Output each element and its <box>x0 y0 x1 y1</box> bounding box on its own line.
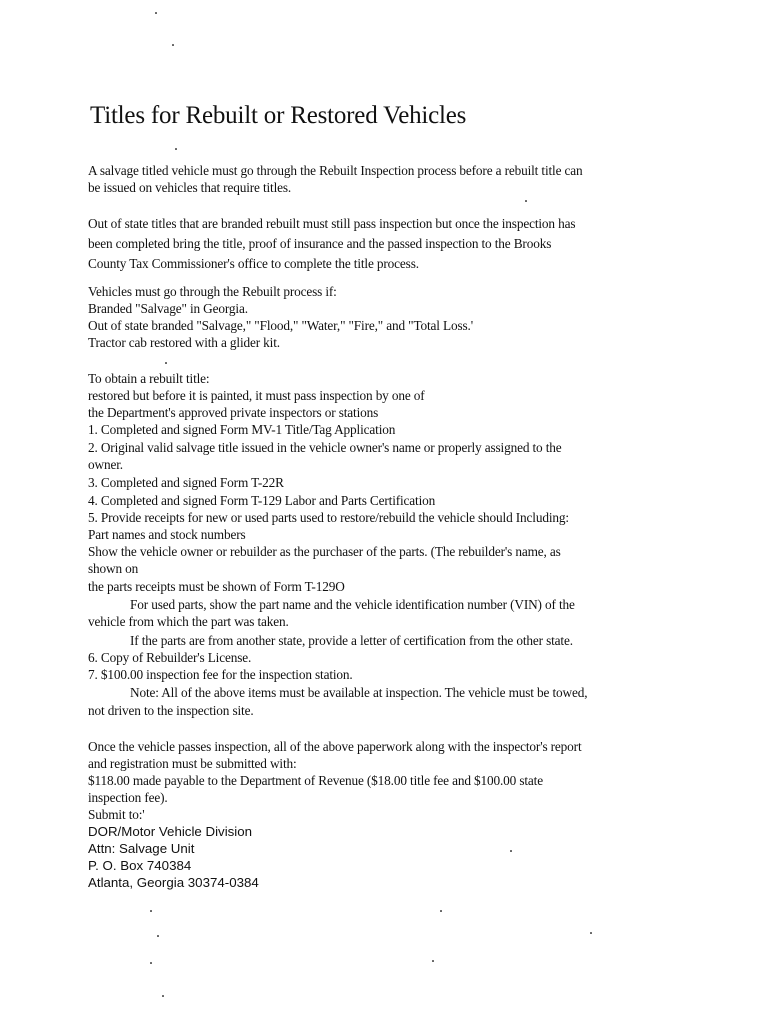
document-title: Titles for Rebuilt or Restored Vehicles <box>90 102 467 129</box>
obtain-line: Show the vehicle owner or rebuilder as the purchaser of the parts. (The rebuilder's name, as <box>88 544 561 559</box>
rebuilt-process-line: Tractor cab restored with a glider kit. <box>88 335 280 350</box>
scan-speck <box>525 200 527 202</box>
address-line: Atlanta, Georgia 30374-0384 <box>88 875 259 890</box>
obtain-line: 2. Original valid salvage title issued in the vehicle owner's name or properly assigned to the <box>88 440 562 455</box>
submission-line: inspection fee). <box>88 790 168 805</box>
out-of-state-line: been completed bring the title, proof of insurance and the passed inspection to the Brooks <box>88 236 552 251</box>
submission-line: Once the vehicle passes inspection, all of the above paperwork along with the inspector's report <box>88 739 582 754</box>
submission-line: and registration must be submitted with: <box>88 756 297 771</box>
scan-speck <box>150 962 152 964</box>
out-of-state-line: Out of state titles that are branded rebuilt must still pass inspection but once the inspection has <box>88 216 576 231</box>
address-line: Attn: Salvage Unit <box>88 841 195 856</box>
obtain-line: the parts receipts must be shown of Form T-129O <box>88 579 345 594</box>
scan-speck <box>175 148 177 150</box>
obtain-line: 7. $100.00 inspection fee for the inspection station. <box>88 667 353 682</box>
scan-speck <box>155 12 157 14</box>
obtain-line: 3. Completed and signed Form T-22R <box>88 475 284 490</box>
address-line: DOR/Motor Vehicle Division <box>88 824 253 839</box>
submission-line: $118.00 made payable to the Department of Revenue ($18.00 title fee and $100.00 state <box>88 773 543 788</box>
rebuilt-process-line: Vehicles must go through the Rebuilt process if: <box>88 284 337 299</box>
scan-speck <box>172 44 174 46</box>
obtain-line: the Department's approved private inspectors or stations <box>88 405 379 420</box>
obtain-line: owner. <box>88 457 123 472</box>
scan-speck <box>432 960 434 962</box>
obtain-line: Part names and stock numbers <box>88 527 246 542</box>
obtain-line: 6. Copy of Rebuilder's License. <box>88 650 252 665</box>
rebuilt-process-line: Out of state branded "Salvage," "Flood," "Water," "Fire," and "Total Loss.' <box>88 318 473 333</box>
obtain-line: 1. Completed and signed Form MV-1 Title/Tag Application <box>88 422 396 437</box>
submission-line: Submit to:' <box>88 807 145 822</box>
obtain-line: 4. Completed and signed Form T-129 Labor and Parts Certification <box>88 493 436 508</box>
scan-speck <box>510 850 512 852</box>
scan-speck <box>162 995 164 997</box>
obtain-line: If the parts are from another state, provide a letter of certification from the other state. <box>130 633 573 648</box>
obtain-line: To obtain a rebuilt title: <box>88 371 210 386</box>
obtain-line: vehicle from which the part was taken. <box>88 614 289 629</box>
obtain-line: Note: All of the above items must be available at inspection. The vehicle must be towed, <box>130 685 588 700</box>
address-line: P. O. Box 740384 <box>88 858 192 873</box>
intro-line: A salvage titled vehicle must go through the Rebuilt Inspection process before a rebuilt title can <box>88 163 583 178</box>
rebuilt-process-line: Branded "Salvage" in Georgia. <box>88 301 248 316</box>
scan-speck <box>590 932 592 934</box>
scan-speck <box>440 910 442 912</box>
obtain-line: shown on <box>88 561 139 576</box>
intro-line: be issued on vehicles that require titles. <box>88 180 292 195</box>
scan-speck <box>157 935 159 937</box>
scan-speck <box>150 910 152 912</box>
out-of-state-line: County Tax Commissioner's office to complete the title process. <box>88 256 419 271</box>
obtain-line: 5. Provide receipts for new or used parts used to restore/rebuild the vehicle should Including: <box>88 510 569 525</box>
obtain-line: For used parts, show the part name and the vehicle identification number (VIN) of the <box>130 597 575 612</box>
obtain-line: not driven to the inspection site. <box>88 703 254 718</box>
scan-speck <box>165 362 167 364</box>
obtain-line: restored but before it is painted, it must pass inspection by one of <box>88 388 425 403</box>
